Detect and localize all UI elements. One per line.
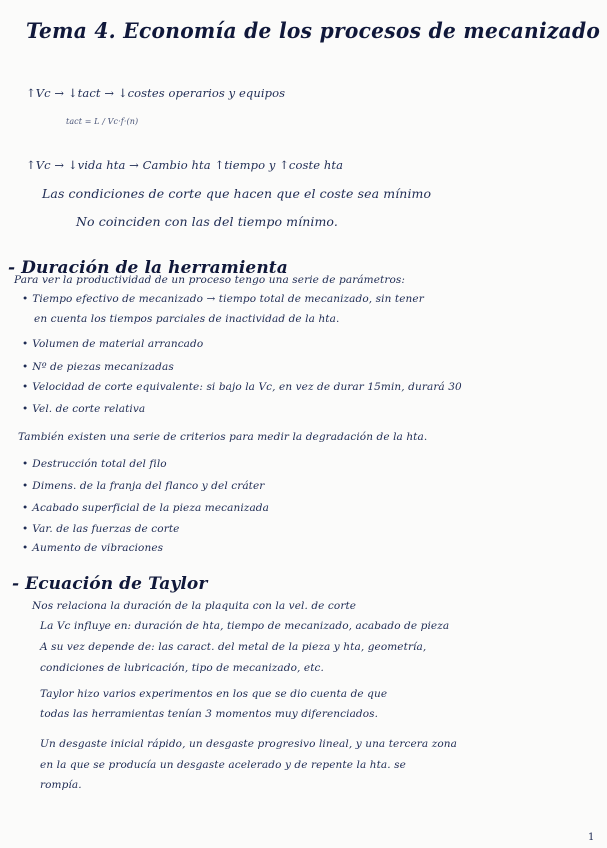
bullet-dot-icon: • xyxy=(22,338,29,350)
section1-intro: Para ver la productividad de un proceso tengo una serie de parámetros: xyxy=(14,274,406,286)
section-heading-taylor: - Ecuación de Taylor xyxy=(12,574,208,594)
criteria-bullet xyxy=(22,542,163,554)
taylor-line: todas las herramientas tenían 3 momentos muy diferenciados. xyxy=(40,708,379,720)
bullet-dot-icon: • xyxy=(22,403,29,415)
bullet-text: Aumento de vibraciones xyxy=(32,542,164,554)
criteria-bullet xyxy=(22,523,179,535)
taylor-line: La Vc influye en: duración de hta, tiempo de mecanizado, acabado de pieza xyxy=(40,620,450,632)
bullet-item xyxy=(22,361,174,373)
intro-line-3: Las condiciones de corte que hacen que el coste sea mínimo xyxy=(42,186,432,201)
criteria-intro: También existen una serie de criterios para medir la degradación de la hta. xyxy=(18,431,428,443)
bullet-continuation: en cuenta los tiempos parciales de inactividad de la hta. xyxy=(34,313,340,325)
taylor-line: A su vez depende de: las caract. del metal de la pieza y hta, geometría, xyxy=(40,641,427,653)
page-number: 1 xyxy=(588,832,595,843)
taylor-line: en la que se producía un desgaste acelerado y de repente la hta. se xyxy=(40,759,406,771)
bullet-dot-icon: • xyxy=(22,480,29,492)
intro-line-1: ↑Vc → ↓tact → ↓costes operarios y equipos xyxy=(26,86,286,100)
bullet-text: Destrucción total del filo xyxy=(32,458,167,470)
bullet-text: Acabado superficial de la pieza mecanizada xyxy=(32,502,269,514)
criteria-bullet xyxy=(22,458,167,470)
bullet-item xyxy=(22,338,203,350)
bullet-item xyxy=(22,403,145,415)
bullet-dot-icon: • xyxy=(22,381,29,393)
taylor-line: Nos relaciona la duración de la plaquita con la vel. de corte xyxy=(32,600,357,612)
bullet-dot-icon: • xyxy=(22,542,29,554)
bullet-dot-icon: • xyxy=(22,523,29,535)
criteria-bullet xyxy=(22,502,269,514)
page-title: Tema 4. Economía de los procesos de mecanizado xyxy=(26,18,601,43)
bullet-dot-icon: • xyxy=(22,293,29,305)
bullet-text: Tiempo efectivo de mecanizado → tiempo total de mecanizado, sin tener xyxy=(32,293,424,305)
bullet-item xyxy=(22,381,462,393)
taylor-line: Un desgaste inicial rápido, un desgaste progresivo lineal, y una tercera zona xyxy=(40,738,457,750)
criteria-bullet xyxy=(22,480,264,492)
bullet-text: Velocidad de corte equivalente: si bajo la Vc, en vez de durar 15min, durará 30 xyxy=(32,381,462,393)
taylor-line: Taylor hizo varios experimentos en los que se dio cuenta de que xyxy=(40,688,388,700)
taylor-line: condiciones de lubricación, tipo de mecanizado, etc. xyxy=(40,662,324,674)
bullet-item xyxy=(22,293,424,305)
intro-line-2: ↑Vc → ↓vida hta → Cambio hta ↑tiempo y ↑coste hta xyxy=(26,158,344,172)
intro-line-4: No coinciden con las del tiempo mínimo. xyxy=(76,214,338,229)
bullet-text: Vel. de corte relativa xyxy=(32,403,146,415)
bullet-text: Nº de piezas mecanizadas xyxy=(32,361,174,373)
bullet-dot-icon: • xyxy=(22,458,29,470)
bullet-text: Volumen de material arrancado xyxy=(32,338,204,350)
bullet-text: Dimens. de la franja del flanco y del cráter xyxy=(32,480,265,492)
bullet-dot-icon: • xyxy=(22,361,29,373)
taylor-line: rompía. xyxy=(40,779,82,791)
intro-formula: tact = L / Vc·f·(n) xyxy=(66,117,139,126)
section-heading-duracion: - Duración de la herramienta xyxy=(8,258,288,278)
bullet-text: Var. de las fuerzas de corte xyxy=(32,523,180,535)
bullet-dot-icon: • xyxy=(22,502,29,514)
